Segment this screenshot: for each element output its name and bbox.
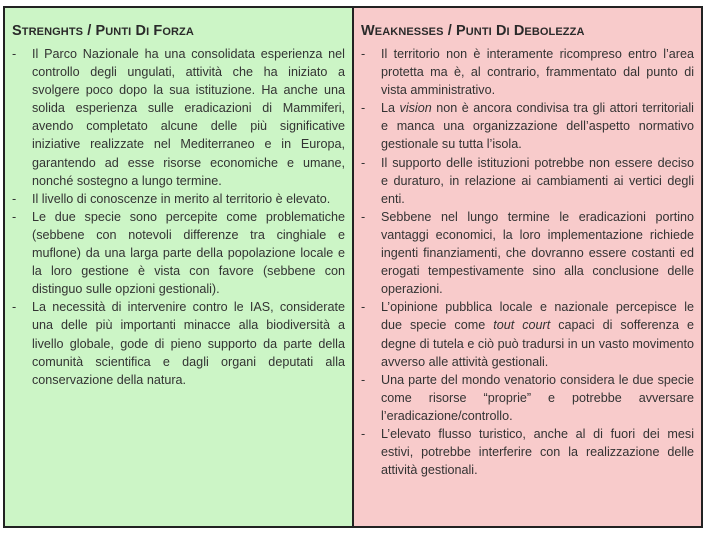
list-item [361,154,694,208]
bullet-dash: - [12,191,17,206]
bullet-dash: - [361,155,366,170]
list-item [361,425,694,479]
item-text: La necessità di intervenire contro le IAS, considerate una delle più importanti minacce alla biodiversità a livello globale, gode di pieno supporto da parte della comunità scientifica e dagli organi deputati alla conservazione della natura. [32,300,345,387]
bullet-dash: - [361,426,366,441]
bullet-dash: - [361,300,366,315]
list-item [12,208,345,298]
list-item [361,371,694,425]
bullet-dash: - [12,47,17,61]
list-item [361,45,694,99]
weaknesses-column [354,8,701,526]
list-item [12,190,345,208]
item-text-post: capaci di sofferenza e degne di tutela e ciò può tradursi in un vasto movimento avverso alle attività gestionali. [381,318,694,369]
bullet-dash: - [361,372,366,387]
swot-table [3,6,703,528]
strengths-title-sep: / [83,23,96,39]
item-text-emphasis: vision [399,101,432,116]
list-item [361,208,694,298]
item-text: Sebbene nel lungo termine le eradicazioni portino vantaggi economici, la loro implementazione richiede ingenti finanziamenti, che dovranno essere costanti ed erogati tempestivamente sino alla conclusione delle operazioni. [381,209,694,297]
bullet-dash: - [12,300,17,315]
item-text: Il supporto delle istituzioni potrebbe non essere deciso e duraturo, in relazione ai cambiamenti ai vertici degli enti. [381,155,694,206]
item-text-pre: La [381,101,400,116]
item-text: Il livello di conoscenze in merito al territorio è elevato. [32,191,331,206]
bullet-dash: - [361,47,366,61]
item-text: L’elevato flusso turistico, anche al di fuori dei mesi estivi, potrebbe interferire con la realizzazione delle attività gestionali. [381,426,694,478]
list-item [361,298,694,370]
item-text-emphasis: tout court [493,318,551,333]
item-text: Il territorio non è interamente ricompreso entro l’area protetta ma è, al contrario, frammentato dal punto di vista amministrativo. [381,47,694,98]
item-text: Il Parco Nazionale ha una consolidata esperienza nel controllo degli ungulati, attività che ha iniziato a svolgere poco dopo la sua istituzione. Ha anche una solida esperienza sulle eradicazioni di Mammiferi, avendo completato alcune delle più significative iniziative realizzate nel Mediterraneo e in Europa, garantendo ad esse risorse economiche e umane, nonché sostegno a lungo termine. [32,47,345,188]
strengths-heading [12,22,345,41]
weaknesses-title-main [361,23,444,39]
weaknesses-list [361,45,694,479]
bullet-dash: - [12,209,17,224]
strengths-title-main-text: STRENGHTS [12,23,84,39]
strengths-column [5,8,354,526]
item-text-post: non è ancora condivisa tra gli attori territoriali e manca una organizzazione dell’aspetto normativo gestionale su tutta l’isola. [381,101,694,152]
item-text-pre: L’opinione pubblica locale e nazionale percepisce le due specie come [381,300,694,333]
bullet-dash: - [361,101,366,116]
strengths-title-main [12,23,83,39]
weaknesses-title-main-text: WEAKNESSES [361,23,444,39]
list-item [361,99,694,153]
weaknesses-title-it: PUNTI DI DEBOLEZZA [455,23,585,39]
strengths-list [12,45,345,389]
bullet-dash: - [361,209,366,224]
list-item [12,45,345,190]
item-text: Le due specie sono percepite come problematiche (sebbene con notevoli differenze tra cinghiale e muflone) da una larga parte della popolazione locale e la loro gestione è vista con favore (sebbene con distinguo sulle opzioni gestionali). [32,209,345,297]
strengths-title-it: PUNTI DI FORZA [95,23,194,39]
item-text: Una parte del mondo venatorio considera le due specie come risorse “proprie” e potrebbe avversare l’eradicazione/controllo. [381,372,694,423]
weaknesses-title-sep: / [443,23,456,39]
weaknesses-heading [361,22,694,41]
list-item [12,298,345,388]
